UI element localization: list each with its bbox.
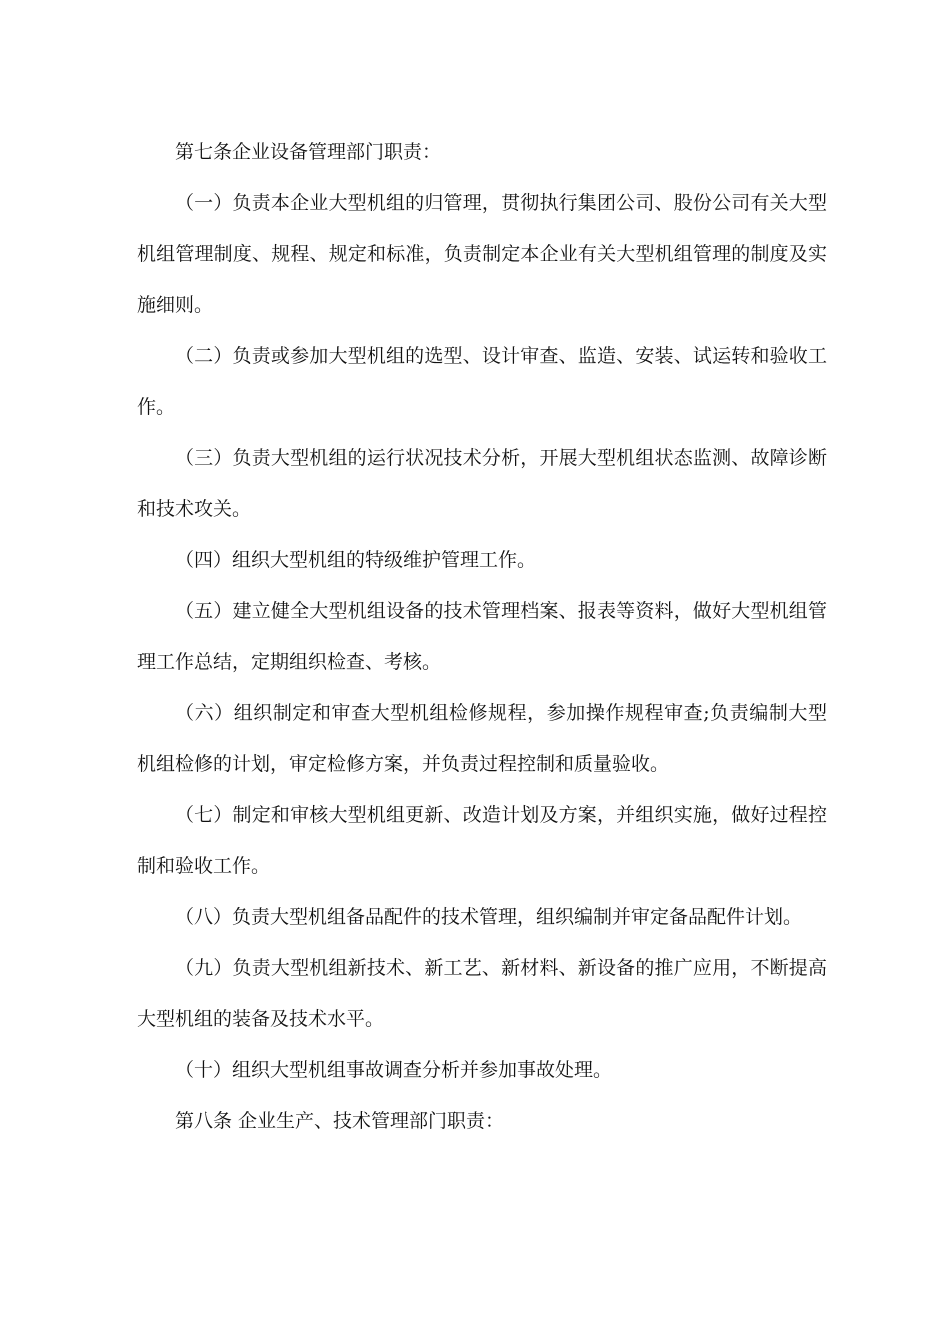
clause-4: （四）组织大型机组的特级维护管理工作。 xyxy=(175,549,537,571)
clause-10: （十）组织大型机组事故调查分析并参加事故处理。 xyxy=(175,1059,613,1081)
clause-8: （八）负责大型机组备品配件的技术管理，组织编制并审定备品配件计划。 xyxy=(175,906,803,928)
clause-9: （九）负责大型机组新技术、新工艺、新材料、新设备的推广应用，不断提高大型机组的装备及技术水平。 xyxy=(137,957,827,1030)
clause-7: （七）制定和审核大型机组更新、改造计划及方案，并组织实施，做好过程控制和验收工作。 xyxy=(137,804,827,877)
clause-3: （三）负责大型机组的运行状况技术分析，开展大型机组状态监测、故障诊断和技术攻关。 xyxy=(137,447,827,520)
article-8-heading: 第八条 企业生产、技术管理部门职责： xyxy=(175,1110,505,1132)
clause-1: （一）负责本企业大型机组的归管理，贯彻执行集团公司、股份公司有关大型机组管理制度、规程、规定和标准，负责制定本企业有关大型机组管理的制度及实施细则。 xyxy=(137,192,827,316)
clause-2: （二）负责或参加大型机组的选型、设计审查、监造、安装、试运转和验收工作。 xyxy=(137,345,827,418)
clause-6: （六）组织制定和审查大型机组检修规程，参加操作规程审查;负责编制大型机组检修的计划，审定检修方案，并负责过程控制和质量验收。 xyxy=(137,702,827,775)
article-7-heading: 第七条企业设备管理部门职责： xyxy=(175,141,442,163)
document-body xyxy=(137,127,827,1147)
clause-5: （五）建立健全大型机组设备的技术管理档案、报表等资料，做好大型机组管理工作总结，定期组织检查、考核。 xyxy=(137,600,827,673)
